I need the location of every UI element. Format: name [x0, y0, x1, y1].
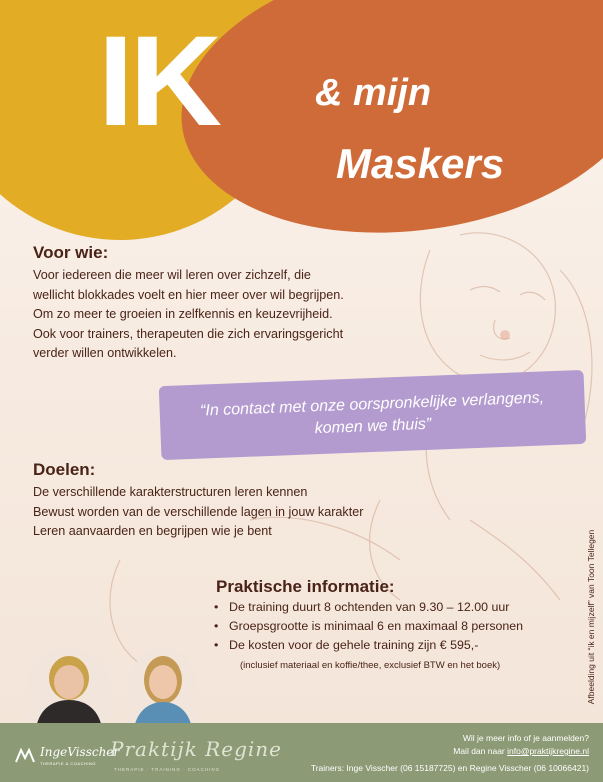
voor-wie-line: verder willen ontwikkelen.: [33, 346, 177, 360]
contact-mail-line: [453, 745, 589, 758]
title-mijn: & mijn: [315, 72, 432, 114]
list-item: • De kosten voor de gehele training zijn € 595,-: [214, 636, 523, 655]
doelen-line: Leren aanvaarden en begrijpen wie je bent: [33, 524, 272, 538]
cost-note: (inclusief materiaal en koffie/thee, exclusief BTW en het boek): [240, 660, 501, 671]
doelen-text: [33, 483, 363, 542]
praktische-informatie-heading: Praktische informatie:: [216, 577, 395, 596]
image-credit-text: Afbeelding uit “ik en mijzelf” van Toon Tellegen: [586, 529, 596, 705]
inge-visscher-logo-icon: [14, 746, 36, 764]
trainers-info: Trainers: Inge Visscher (06 15187725) en Regine Visscher (06 10066421): [310, 763, 589, 773]
praktische-informatie-list: [214, 598, 523, 655]
praktijk-regine-logo-sub: THERAPIE · TRAINING · COACHING: [114, 767, 221, 772]
email-link[interactable]: info@praktijkregine.nl: [507, 746, 589, 756]
voor-wie-line: wellicht blokkades voelt en hier meer over wil begrijpen.: [33, 287, 344, 302]
contact-question: Wil je meer info of je aanmelden?: [462, 733, 589, 743]
praktijk-regine-logo: Praktijk Regine: [110, 737, 282, 761]
photo-regine: [128, 648, 198, 728]
quote-line: “In contact met onze oorspronkelijke verlangens,: [199, 389, 545, 420]
list-item: • Groepsgrootte is minimaal 6 en maximaal 8 personen: [214, 617, 523, 636]
doelen-heading: Doelen:: [33, 460, 96, 479]
voor-wie-line: Voor iedereen die meer wil leren over zichzelf, die: [33, 268, 311, 282]
title-ik: IK: [98, 10, 218, 153]
title-maskers: Maskers: [336, 140, 505, 187]
quote-line: komen we thuis”: [314, 415, 432, 438]
voor-wie-line: Ook voor trainers, therapeuten die zich ervaringsgericht: [33, 326, 344, 341]
inge-visscher-logo-sub: THERAPIE & COACHING: [40, 761, 96, 766]
footer: [0, 723, 603, 782]
quote-text: [159, 386, 585, 446]
contact-mail-prefix: Mail dan naar: [453, 746, 508, 756]
voor-wie-heading: Voor wie:: [33, 243, 109, 262]
photo-inge: [26, 648, 112, 728]
doelen-line: De verschillende karakterstructuren leren kennen: [33, 485, 308, 499]
doelen-line: Bewust worden van de verschillende lagen in jouw karakter: [33, 504, 364, 519]
voor-wie-line: Om zo meer te groeien in zelfkennis en keuzevrijheid.: [33, 307, 333, 321]
contact-info: [453, 732, 589, 758]
inge-visscher-logo: IngeVisscher: [40, 745, 120, 759]
image-credit: [583, 520, 601, 720]
voor-wie-text: [33, 266, 344, 364]
list-item: • De training duurt 8 ochtenden van 9.30 – 12.00 uur: [214, 598, 523, 617]
